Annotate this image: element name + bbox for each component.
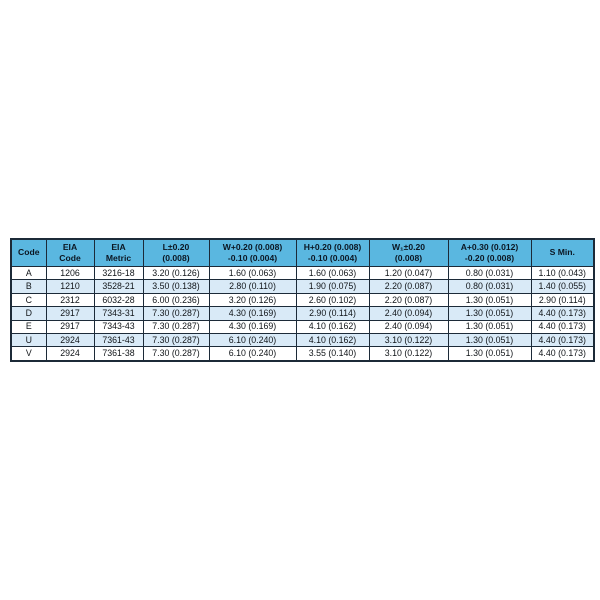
col-header-eia-code: [46, 239, 94, 267]
cell-eia-metric: 7361-38: [94, 347, 143, 361]
cell-height: 2.60 (0.102): [296, 293, 369, 306]
header-line: -0.20 (0.008): [464, 253, 515, 263]
header-line: EIA: [111, 241, 126, 252]
cell-a: 1.30 (0.051): [448, 293, 531, 306]
cell-w1: 2.20 (0.087): [369, 280, 448, 293]
col-header-eia-metric: [94, 239, 143, 267]
cell-eia-metric: 6032-28: [94, 293, 143, 306]
cell-code: V: [11, 347, 46, 361]
cell-eia-code: 2924: [46, 347, 94, 361]
table-row-v: [11, 347, 594, 361]
col-header-length: [143, 239, 209, 267]
header-line: W+0.20 (0.008): [222, 241, 283, 252]
header-line: A+0.30 (0.012): [460, 241, 519, 252]
cell-code: B: [11, 280, 46, 293]
cell-eia-metric: 7343-43: [94, 320, 143, 333]
table-row-a: [11, 267, 594, 280]
col-header-height: [296, 239, 369, 267]
header-line: Code: [59, 253, 81, 263]
cell-code: D: [11, 307, 46, 320]
cell-w1: 1.20 (0.047): [369, 267, 448, 280]
table-row-b: [11, 280, 594, 293]
table-row-d: [11, 307, 594, 320]
header-line: Metric: [105, 253, 132, 263]
col-header-width: [209, 239, 296, 267]
cell-s-min: 1.40 (0.055): [531, 280, 594, 293]
cell-length: 3.20 (0.126): [143, 267, 209, 280]
cell-length: 7.30 (0.287): [143, 333, 209, 346]
cell-eia-code: 2917: [46, 307, 94, 320]
cell-width: 2.80 (0.110): [209, 280, 296, 293]
header-line: S Min.: [549, 247, 575, 258]
cell-width: 6.10 (0.240): [209, 333, 296, 346]
cell-height: 1.90 (0.075): [296, 280, 369, 293]
header-line: Code: [18, 247, 40, 258]
cell-s-min: 1.10 (0.043): [531, 267, 594, 280]
table-row-u: [11, 333, 594, 346]
cell-w1: 2.20 (0.087): [369, 293, 448, 306]
cell-width: 1.60 (0.063): [209, 267, 296, 280]
cell-eia-code: 1210: [46, 280, 94, 293]
cell-w1: 2.40 (0.094): [369, 307, 448, 320]
cell-length: 7.30 (0.287): [143, 307, 209, 320]
cell-a: 0.80 (0.031): [448, 267, 531, 280]
cell-length: 7.30 (0.287): [143, 347, 209, 361]
cell-width: 6.10 (0.240): [209, 347, 296, 361]
cell-a: 0.80 (0.031): [448, 280, 531, 293]
cell-height: 3.55 (0.140): [296, 347, 369, 361]
cell-s-min: 4.40 (0.173): [531, 333, 594, 346]
cell-a: 1.30 (0.051): [448, 307, 531, 320]
header-line: L±0.20: [162, 241, 190, 252]
cell-s-min: 4.40 (0.173): [531, 307, 594, 320]
cell-height: 1.60 (0.063): [296, 267, 369, 280]
cell-length: 3.50 (0.138): [143, 280, 209, 293]
cell-eia-metric: 3216-18: [94, 267, 143, 280]
cell-code: U: [11, 333, 46, 346]
cell-w1: 2.40 (0.094): [369, 320, 448, 333]
col-header-w1: [369, 239, 448, 267]
col-header-a: [448, 239, 531, 267]
col-header-s-min: [531, 239, 594, 267]
header-line: -0.10 (0.004): [227, 253, 278, 263]
header-line: H+0.20 (0.008): [303, 241, 362, 252]
cell-width: 4.30 (0.169): [209, 307, 296, 320]
cell-width: 4.30 (0.169): [209, 320, 296, 333]
table-header-row: [11, 239, 594, 267]
cell-height: 4.10 (0.162): [296, 320, 369, 333]
cell-eia-metric: 7343-31: [94, 307, 143, 320]
cell-eia-code: 2917: [46, 320, 94, 333]
cell-a: 1.30 (0.051): [448, 320, 531, 333]
cell-code: E: [11, 320, 46, 333]
header-line: (0.008): [394, 253, 423, 263]
cell-width: 3.20 (0.126): [209, 293, 296, 306]
cell-code: A: [11, 267, 46, 280]
table-row-c: [11, 293, 594, 306]
header-line: (0.008): [162, 253, 190, 263]
cell-height: 4.10 (0.162): [296, 333, 369, 346]
cell-length: 6.00 (0.236): [143, 293, 209, 306]
col-header-code: [11, 239, 46, 267]
cell-s-min: 4.40 (0.173): [531, 320, 594, 333]
header-line: W₁±0.20: [391, 241, 426, 252]
cell-s-min: 4.40 (0.173): [531, 347, 594, 361]
cell-eia-code: 2312: [46, 293, 94, 306]
header-line: EIA: [62, 241, 78, 252]
cell-w1: 3.10 (0.122): [369, 333, 448, 346]
cell-eia-code: 2924: [46, 333, 94, 346]
cell-eia-metric: 7361-43: [94, 333, 143, 346]
cell-code: C: [11, 293, 46, 306]
cell-s-min: 2.90 (0.114): [531, 293, 594, 306]
cell-w1: 3.10 (0.122): [369, 347, 448, 361]
header-line: -0.10 (0.004): [307, 253, 358, 263]
cell-a: 1.30 (0.051): [448, 333, 531, 346]
cell-length: 7.30 (0.287): [143, 320, 209, 333]
cell-eia-metric: 3528-21: [94, 280, 143, 293]
table-row-e: [11, 320, 594, 333]
cell-eia-code: 1206: [46, 267, 94, 280]
package-dimensions-table: [10, 238, 595, 362]
cell-height: 2.90 (0.114): [296, 307, 369, 320]
cell-a: 1.30 (0.051): [448, 347, 531, 361]
